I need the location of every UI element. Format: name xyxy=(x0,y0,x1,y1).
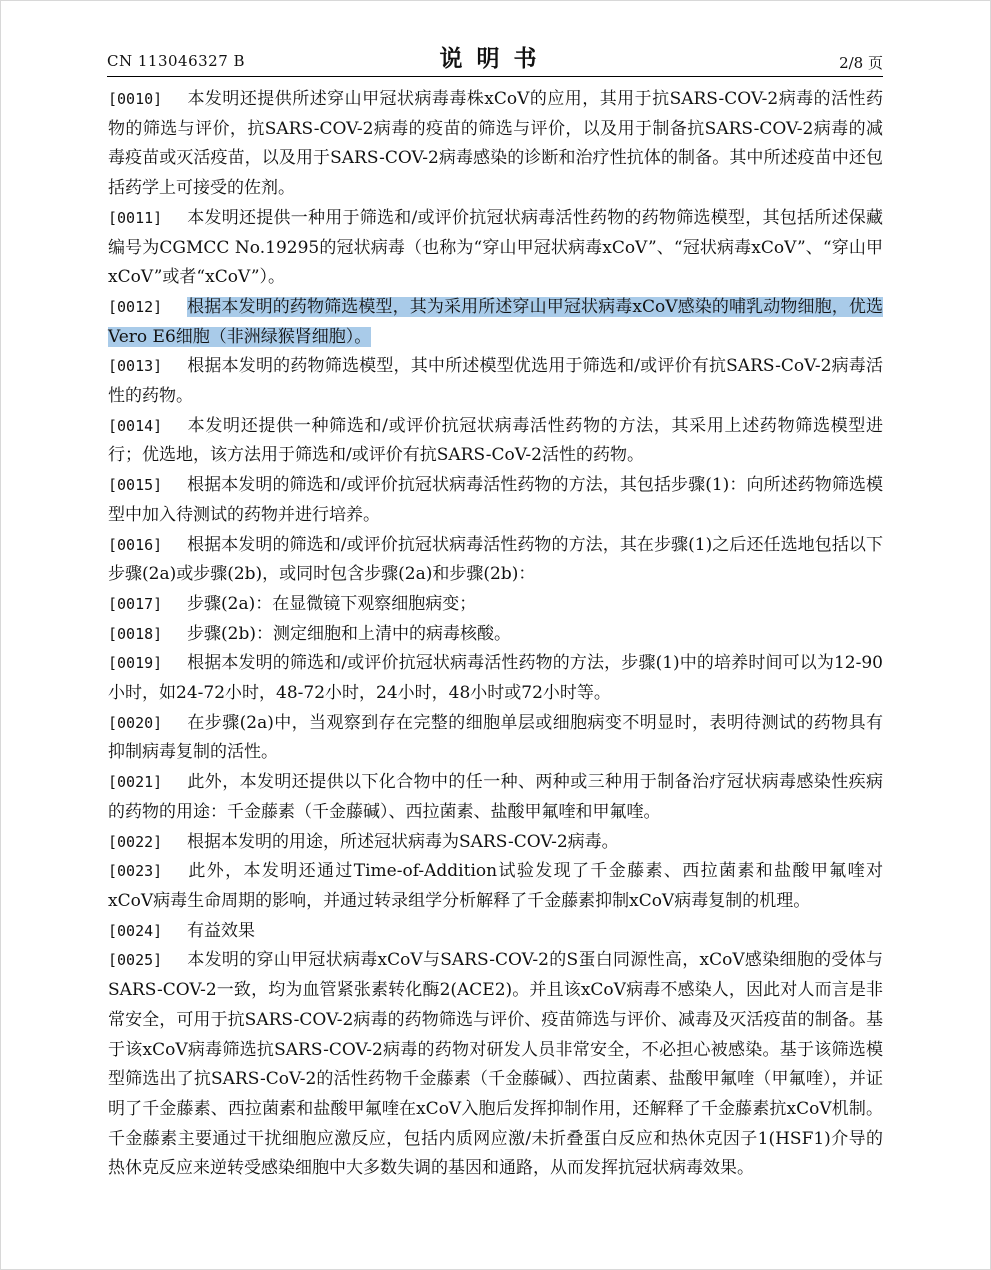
paragraph-text[interactable]: 根据本发明的筛选和/或评价抗冠状病毒活性药物的方法，其在步骤(1)之后还任选地包括以下步骤(2a)或步骤(2b)，或同时包含步骤(2a)和步骤(2b)： xyxy=(108,534,883,585)
paragraph-text[interactable]: 根据本发明的用途，所述冠状病毒为SARS-COV-2病毒。 xyxy=(187,831,619,852)
paragraph-0021 xyxy=(108,768,883,827)
paragraph-number: [0022] xyxy=(108,832,163,851)
paragraph-number: [0024] xyxy=(108,921,163,940)
header-rule xyxy=(107,76,883,77)
paragraph-text[interactable]: 在步骤(2a)中，当观察到存在完整的细胞单层或细胞病变不明显时，表明待测试的药物具有抑制病毒复制的活性。 xyxy=(108,712,883,763)
paragraph-text[interactable]: 本发明的穿山甲冠状病毒xCoV与SARS-COV-2的S蛋白同源性高，xCoV感染细胞的受体与SARS-COV-2一致，均为血管紧张素转化酶2(ACE2)。并且该xCoV病毒不感染人，因此对人而言是非常安全，可用于抗SARS-COV-2病毒的药物筛选与评价、疫苗筛选与评价、减毒及灭活疫苗的制备。基于该xCoV病毒筛选抗SARS-COV-2病毒的药物对研发人员非常安全，不必担心被感染。基于该筛选模型筛选出了抗SARS-CoV-2的活性药物千金藤素（千金藤碱）、西拉菌素、盐酸甲氟喹（甲氟喹），并证明了千金藤素、西拉菌素和盐酸甲氟喹在xCoV入胞后发挥抑制作用，还解释了千金藤素抗xCoV机制。千金藤素主要通过干扰细胞应激反应，包括内质网应激/未折叠蛋白反应和热休克因子1(HSF1)介导的热休克反应来逆转受感染细胞中大多数失调的基因和通路，从而发挥抗冠状病毒效果。 xyxy=(108,950,883,1179)
paragraph-0025 xyxy=(108,946,883,1184)
paragraph-number: [0017] xyxy=(108,594,163,613)
paragraph-number: [0020] xyxy=(108,713,163,732)
document-title: 说明书 xyxy=(439,46,551,72)
paragraph-number: [0018] xyxy=(108,624,163,643)
paragraph-number: [0012] xyxy=(108,297,163,316)
paragraph-0017 xyxy=(108,590,883,620)
paragraph-number: [0021] xyxy=(108,773,163,792)
paragraph-text[interactable]: 根据本发明的药物筛选模型，其中所述模型优选用于筛选和/或评价有抗SARS-CoV-2病毒活性的药物。 xyxy=(108,356,883,407)
paragraph-0012 xyxy=(108,293,883,352)
paragraph-text[interactable]: 本发明还提供一种用于筛选和/或评价抗冠状病毒活性药物的药物筛选模型，其包括所述保藏编号为CGMCC No.19295的冠状病毒（也称为“穿山甲冠状病毒xCoV”、“冠状病毒xCoV”、“穿山甲xCoV”或者“xCoV”）。 xyxy=(108,207,883,288)
paragraph-number: [0011] xyxy=(108,208,163,227)
paragraph-text[interactable]: 此外，本发明还提供以下化合物中的任一种、两种或三种用于制备治疗冠状病毒感染性疾病的药物的用途：千金藤素（千金藤碱）、西拉菌素、盐酸甲氟喹和甲氟喹。 xyxy=(108,772,883,822)
paragraph-0022 xyxy=(108,828,883,858)
paragraph-0013 xyxy=(108,352,883,411)
paragraph-0020 xyxy=(108,709,883,768)
paragraph-0015 xyxy=(108,471,883,530)
publication-number: CN 113046327 B xyxy=(107,52,246,70)
paragraph-number: [0025] xyxy=(108,951,163,970)
section-heading[interactable]: 有益效果 xyxy=(187,920,255,941)
paragraph-number: [0019] xyxy=(108,654,163,673)
paragraph-text[interactable]: 步骤(2b)：测定细胞和上清中的病毒核酸。 xyxy=(187,623,511,644)
paragraph-0011 xyxy=(108,204,883,293)
paragraph-number: [0016] xyxy=(108,535,163,554)
paragraph-text[interactable]: 步骤(2a)：在显微镜下观察细胞病变； xyxy=(187,593,477,614)
paragraph-number: [0015] xyxy=(108,476,163,495)
paragraph-text[interactable]: 此外，本发明还通过Time-of-Addition试验发现了千金藤素、西拉菌素和盐酸甲氟喹对xCoV病毒生命周期的影响，并通过转录组学分析解释了千金藤素抑制xCoV病毒复制的机理。 xyxy=(108,861,883,911)
highlighted-text-selection[interactable]: 根据本发明的药物筛选模型，其为采用所述穿山甲冠状病毒xCoV感染的哺乳动物细胞，优选Vero E6细胞（非洲绿猴肾细胞）。 xyxy=(108,296,883,347)
paragraph-text[interactable]: 本发明还提供一种筛选和/或评价抗冠状病毒活性药物的方法，其采用上述药物筛选模型进行；优选地，该方法用于筛选和/或评价有抗SARS-CoV-2活性的药物。 xyxy=(108,415,883,466)
page-number: 2/8 页 xyxy=(839,54,883,72)
paragraph-0016 xyxy=(108,531,883,590)
paragraph-text[interactable]: 根据本发明的筛选和/或评价抗冠状病毒活性药物的方法，步骤(1)中的培养时间可以为12-90小时，如24-72小时，48-72小时，24小时，48小时或72小时等。 xyxy=(108,653,883,704)
paragraph-0018 xyxy=(108,620,883,650)
paragraph-0010 xyxy=(108,85,883,204)
paragraph-number: [0013] xyxy=(108,357,163,376)
document-body xyxy=(108,85,883,1184)
paragraph-0024 xyxy=(108,917,883,947)
paragraph-text[interactable]: 根据本发明的筛选和/或评价抗冠状病毒活性药物的方法，其包括步骤(1)：向所述药物筛选模型中加入待测试的药物并进行培养。 xyxy=(108,475,883,525)
page-header xyxy=(107,40,883,76)
paragraph-number: [0010] xyxy=(108,90,163,108)
paragraph-text[interactable]: 本发明还提供所述穿山甲冠状病毒毒株xCoV的应用，其用于抗SARS-COV-2病毒的活性药物的筛选与评价，抗SARS-COV-2病毒的疫苗的筛选与评价，以及用于制备抗SARS-COV-2病毒的减毒疫苗或灭活疫苗，以及用于SARS-COV-2病毒感染的诊断和治疗性抗体的制备。其中所述疫苗中还包括药学上可接受的佐剂。 xyxy=(108,89,883,199)
paragraph-0014 xyxy=(108,412,883,471)
paragraph-0023 xyxy=(108,857,883,916)
paragraph-number: [0023] xyxy=(108,862,163,881)
paragraph-0019 xyxy=(108,649,883,708)
paragraph-number: [0014] xyxy=(108,416,163,435)
